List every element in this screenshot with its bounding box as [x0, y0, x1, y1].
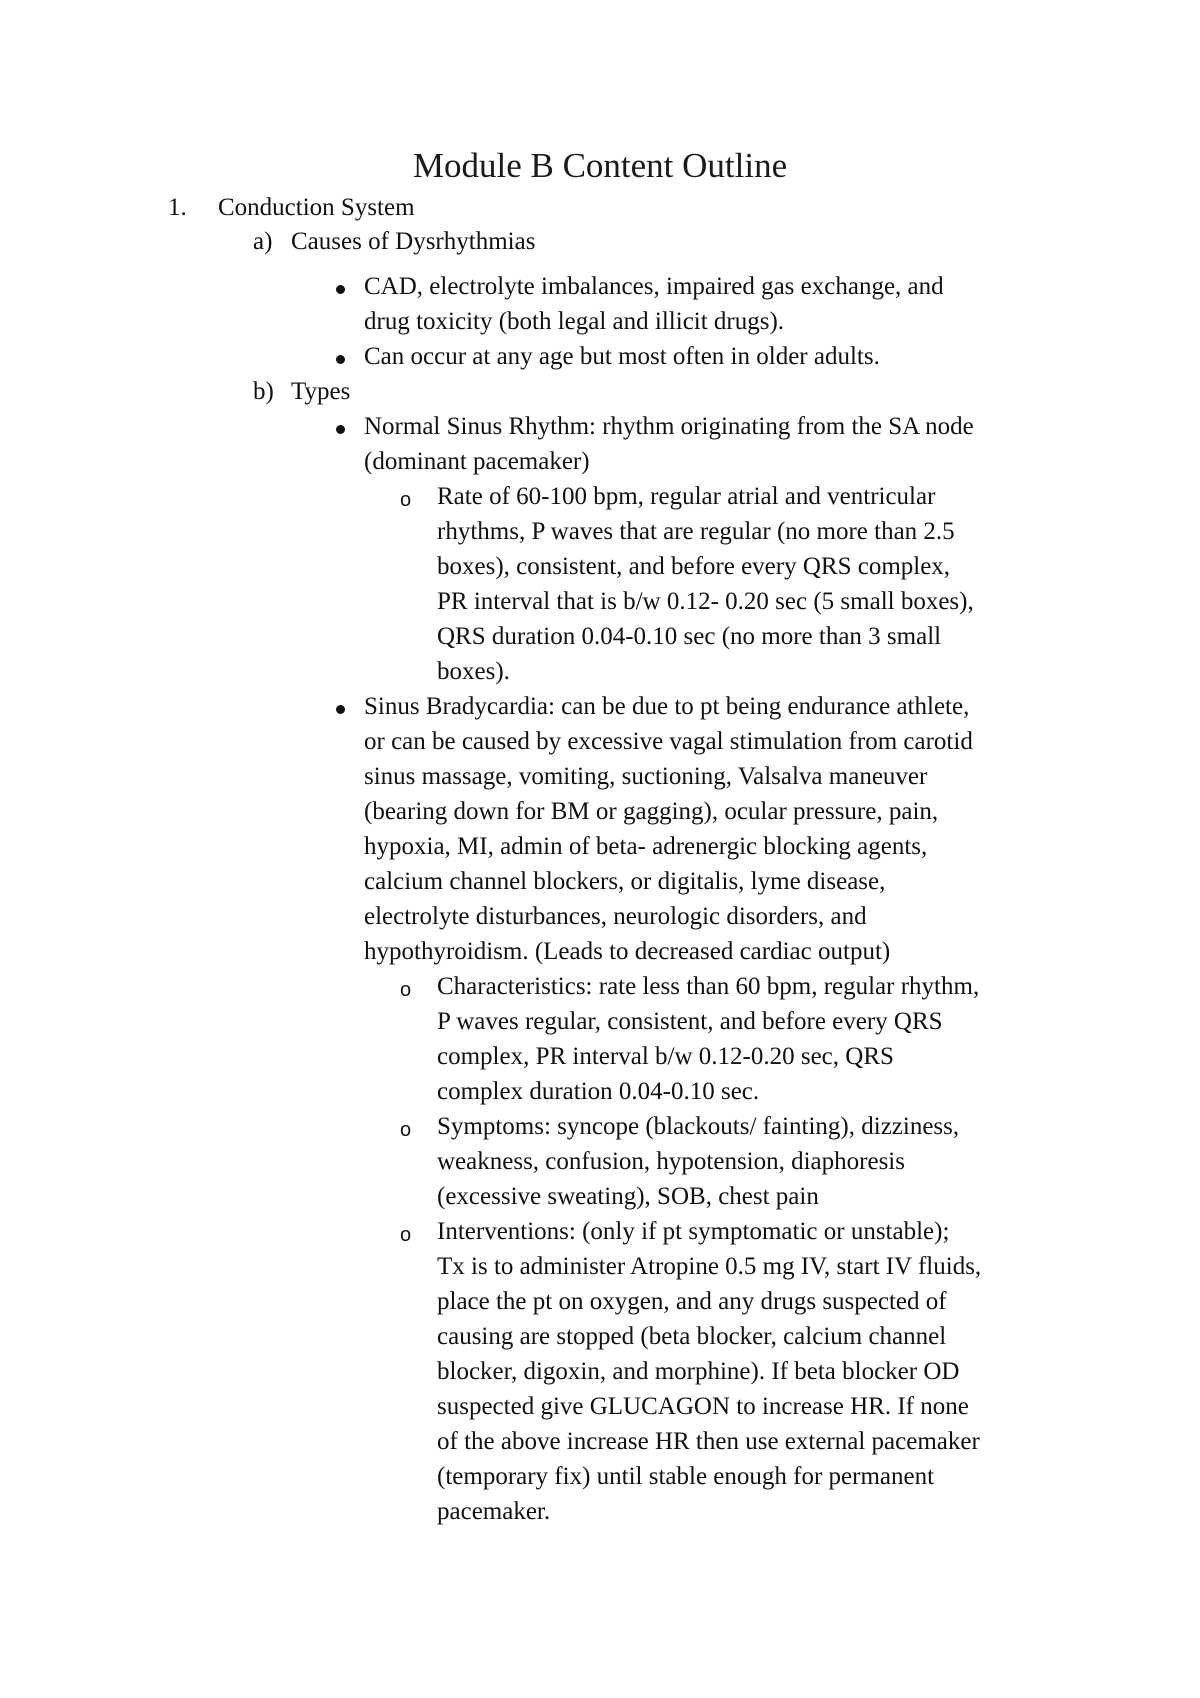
sub-bullet-text: boxes), consistent, and before every QRS complex,	[437, 553, 951, 580]
sub-bullet-text: P waves regular, consistent, and before every QRS	[437, 1008, 943, 1035]
bullet-text: hypothyroidism. (Leads to decreased cardiac output)	[364, 938, 891, 965]
subsection-b-heading: Types	[291, 378, 351, 405]
bullet-text: drug toxicity (both legal and illicit drugs).	[364, 308, 785, 335]
bullet-text: electrolyte disturbances, neurologic disorders, and	[364, 903, 867, 930]
sub-bullet-text: Characteristics: rate less than 60 bpm, regular rhythm,	[437, 973, 980, 1000]
bullet-text: Normal Sinus Rhythm: rhythm originating from the SA node	[364, 413, 974, 440]
sub-bullet-text: PR interval that is b/w 0.12- 0.20 sec (5 small boxes),	[437, 588, 974, 615]
sub-bullet-text: place the pt on oxygen, and any drugs suspected of	[437, 1288, 947, 1315]
sub-bullet-text: boxes).	[437, 658, 510, 685]
section-number: 1.	[168, 194, 187, 221]
sub-bullet-text: (temporary fix) until stable enough for permanent	[437, 1463, 935, 1490]
sub-bullet-text: of the above increase HR then use external pacemaker	[437, 1428, 980, 1455]
sub-bullet-text: QRS duration 0.04-0.10 sec (no more than 3 small	[437, 623, 942, 650]
bullet-text: Can occur at any age but most often in older adults.	[364, 343, 880, 370]
circle-bullet-icon: o	[400, 1224, 412, 1246]
bullet-text: CAD, electrolyte imbalances, impaired gas exchange, and	[364, 273, 944, 300]
page-title: Module B Content Outline	[412, 146, 788, 185]
subsection-b-marker: b)	[253, 378, 274, 405]
bullet-text: sinus massage, vomiting, suctioning, Valsalva maneuver	[364, 763, 928, 790]
sub-bullet-text: blocker, digoxin, and morphine). If beta blocker OD	[437, 1358, 960, 1385]
bullet-dot-icon	[336, 285, 345, 294]
sub-bullet-text: Rate of 60-100 bpm, regular atrial and ventricular	[437, 483, 936, 510]
bullet-text: or can be caused by excessive vagal stimulation from carotid	[364, 728, 973, 755]
sub-bullet-text: causing are stopped (beta blocker, calcium channel	[437, 1323, 947, 1350]
sub-bullet-text: suspected give GLUCAGON to increase HR. If none	[437, 1393, 969, 1420]
sub-bullet-text: pacemaker.	[437, 1498, 551, 1525]
bullet-dot-icon	[336, 705, 345, 714]
bullet-text: (bearing down for BM or gagging), ocular pressure, pain,	[364, 798, 939, 825]
section-heading: Conduction System	[218, 194, 415, 221]
sub-bullet-text: Tx is to administer Atropine 0.5 mg IV, start IV fluids,	[437, 1253, 982, 1280]
sub-bullet-text: rhythms, P waves that are regular (no more than 2.5	[437, 518, 955, 545]
bullet-text: (dominant pacemaker)	[364, 448, 590, 475]
circle-bullet-icon: o	[400, 979, 412, 1001]
bullet-dot-icon	[336, 355, 345, 364]
sub-bullet-text: complex, PR interval b/w 0.12-0.20 sec, QRS	[437, 1043, 894, 1070]
sub-bullet-text: weakness, confusion, hypotension, diaphoresis	[437, 1148, 905, 1175]
bullet-text: Sinus Bradycardia: can be due to pt being endurance athlete,	[364, 693, 970, 720]
sub-bullet-text: Symptoms: syncope (blackouts/ fainting), dizziness,	[437, 1113, 960, 1140]
subsection-a-heading: Causes of Dysrhythmias	[291, 228, 536, 255]
subsection-a-marker: a)	[253, 228, 273, 255]
bullet-text: calcium channel blockers, or digitalis, lyme disease,	[364, 868, 886, 895]
sub-bullet-text: complex duration 0.04-0.10 sec.	[437, 1078, 760, 1105]
bullet-text: hypoxia, MI, admin of beta- adrenergic blocking agents,	[364, 833, 928, 860]
bullet-dot-icon	[336, 425, 345, 434]
circle-bullet-icon: o	[400, 489, 412, 511]
sub-bullet-text: (excessive sweating), SOB, chest pain	[437, 1183, 819, 1210]
circle-bullet-icon: o	[400, 1119, 412, 1141]
sub-bullet-text: Interventions: (only if pt symptomatic or unstable);	[437, 1218, 950, 1245]
